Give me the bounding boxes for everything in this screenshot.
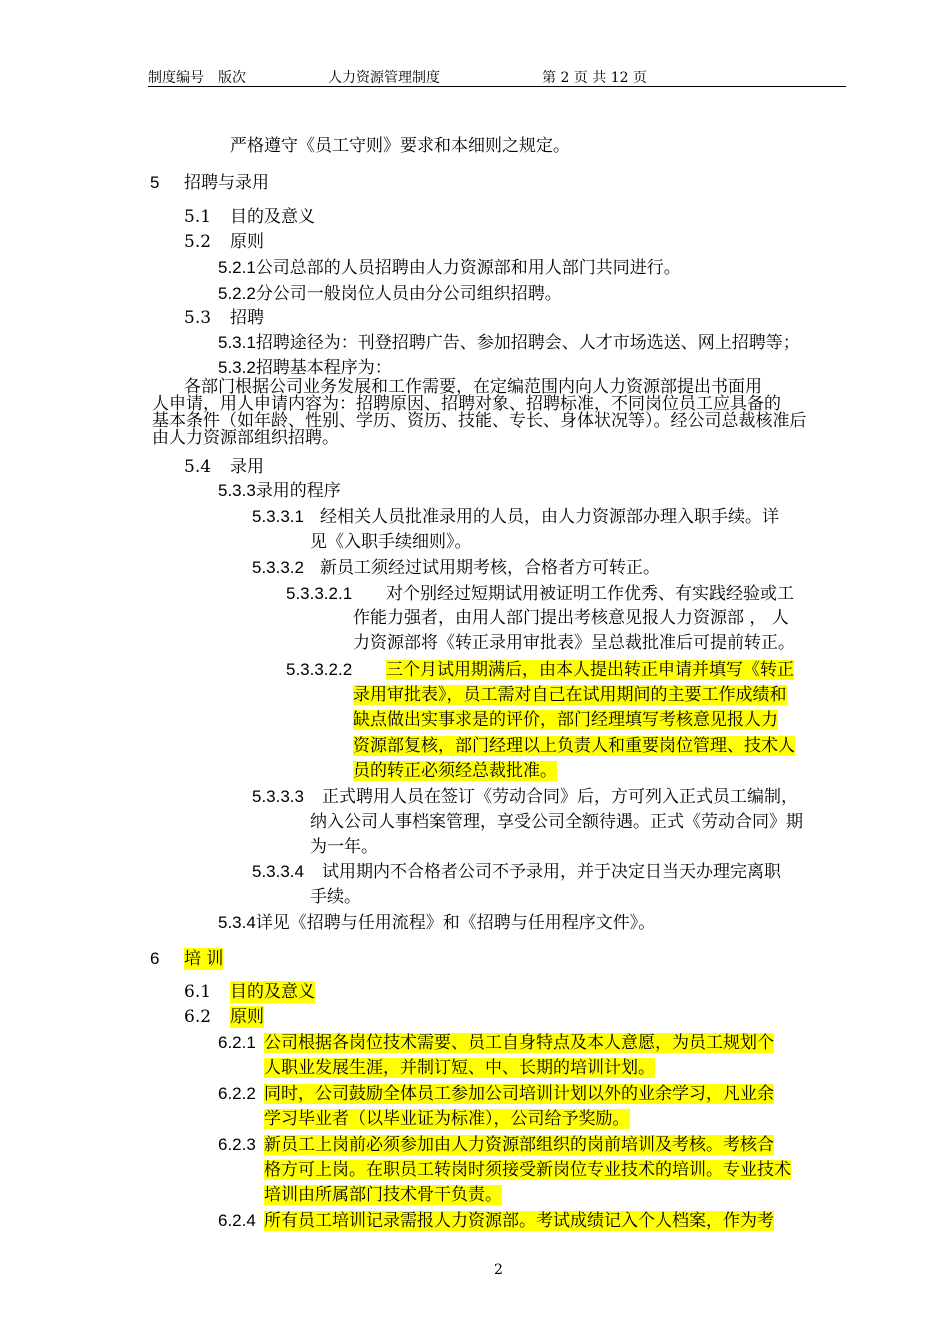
clause-line <box>386 659 794 681</box>
highlighted-text: 培训由所属部门技术骨干负责。 <box>264 1185 502 1205</box>
clause-5-2-2 <box>218 283 562 305</box>
page-number: 2 <box>494 1262 503 1278</box>
clause-line: 作能力强者，由用人部门提出考核意见报人力资源部 ， 人 <box>353 608 789 628</box>
clause-number: 5.2.1 <box>218 258 256 277</box>
clause-text: 公司总部的人员招聘由人力资源部和用人部门共同进行。 <box>255 258 681 278</box>
header-page-info: 第 2 页 共 12 页 <box>542 70 647 86</box>
paragraph-line: 人申请，用人申请内容为：招聘原因、招聘对象、招聘标准，不同岗位员工应具备的 <box>152 394 781 414</box>
clause-line <box>353 684 787 706</box>
highlighted-text: 公司根据各岗位技术需要、员工自身特点及本人意愿，为员工规划个 <box>264 1033 774 1053</box>
clause-number: 5.2.2 <box>218 284 256 303</box>
section-number: 5 <box>150 173 160 192</box>
clause-5-3-3 <box>218 480 341 502</box>
clause-number: 5.3.3.4 <box>252 862 304 881</box>
clause-text: 录用的程序 <box>255 481 341 501</box>
clause-line <box>353 709 778 731</box>
clause-line <box>353 760 557 782</box>
section-title: 培 训 <box>184 949 224 969</box>
clause-number: 5.3.3.2.2 <box>286 660 353 679</box>
paragraph-line: 由人力资源部组织招聘。 <box>152 428 339 448</box>
clause-number: 5.3.3.2 <box>252 558 304 577</box>
clause-text: 招聘基本程序为： <box>255 358 392 378</box>
clause-line <box>264 1032 774 1054</box>
section-title: 招聘与录用 <box>184 173 269 193</box>
header-doc-code: 制度编号 <box>148 70 204 86</box>
section-number: 6.1 <box>184 982 212 1002</box>
highlighted-text: 格方可上岗。在职员工转岗时须接受新岗位专业技术的培训。专业技术 <box>264 1160 791 1180</box>
highlighted-text: 资源部复核，部门经理以上负责人和重要岗位管理、技术人 <box>353 736 795 756</box>
intro-text: 严格遵守《员工守则》要求和本细则之规定。 <box>230 136 570 156</box>
section-number: 6 <box>150 949 160 968</box>
highlighted-text: 缺点做出实事求是的评价，部门经理填写考核意见报人力 <box>353 710 778 730</box>
highlighted-text: 员的转正必须经总裁批准。 <box>353 761 557 781</box>
section-title: 原则 <box>230 232 264 252</box>
highlighted-text: 新员工上岗前必须参加由人力资源部组织的岗前培训及考核。考核合 <box>264 1135 774 1155</box>
clause-line <box>264 1108 630 1130</box>
clause-text: 详见《招聘与任用流程》和《招聘与任用程序文件》。 <box>255 913 656 933</box>
clause-line: 手续。 <box>310 887 361 907</box>
section-number: 5.4 <box>184 457 212 477</box>
clause-number: 6.2.3 <box>218 1135 256 1154</box>
clause-number: 5.3.3.2.1 <box>286 584 353 603</box>
clause-text: 分公司一般岗位人员由分公司组织招聘。 <box>255 284 562 304</box>
header-version: 版次 <box>218 70 246 86</box>
clause-line: 经相关人员批准录用的人员，由人力资源部办理入职手续。详 <box>320 507 779 527</box>
clause-number: 5.3.4 <box>218 913 256 932</box>
header-divider <box>148 86 846 87</box>
section-5-4 <box>184 456 264 478</box>
section-number: 5.3 <box>184 308 212 328</box>
clause-number: 6.2.4 <box>218 1211 256 1230</box>
clause-line <box>264 1083 774 1105</box>
clause-5-3-4 <box>218 912 655 934</box>
highlighted-text: 三个月试用期满后，由本人提出转正申请并填写《转正 <box>386 660 794 680</box>
clause-number: 6.2.1 <box>218 1033 256 1052</box>
clause-5-2-1 <box>218 257 681 279</box>
clause-line: 正式聘用人员在签订《劳动合同》后，方可列入正式员工编制， <box>322 787 798 807</box>
clause-line: 试用期内不合格者公司不予录用，并于决定日当天办理完离职 <box>322 862 781 882</box>
clause-line <box>353 735 795 757</box>
clause-line <box>264 1057 655 1079</box>
highlighted-text: 录用审批表》，员工需对自己在试用期间的主要工作成绩和 <box>353 685 787 705</box>
clause-line <box>264 1134 774 1156</box>
section-6-2 <box>184 1006 264 1028</box>
section-number: 5.1 <box>184 207 212 227</box>
highlighted-text: 人职业发展生涯，并制订短、中、长期的培训计划。 <box>264 1058 655 1078</box>
section-number: 6.2 <box>184 1007 212 1027</box>
clause-5-3-1 <box>218 332 800 354</box>
paragraph-line: 各部门根据公司业务发展和工作需要，在定编范围内向人力资源部提出书面用 <box>184 377 762 397</box>
clause-line: 纳入公司人事档案管理，享受公司全额待遇。正式《劳动合同》期 <box>310 812 803 832</box>
clause-line: 新员工须经过试用期考核，合格者方可转正。 <box>320 558 660 578</box>
clause-line: 对个别经过短期试用被证明工作优秀、有实践经验或工 <box>386 584 794 604</box>
section-title: 原则 <box>230 1007 264 1027</box>
clause-number: 6.2.2 <box>218 1084 256 1103</box>
section-6-heading <box>150 948 224 970</box>
header-title: 人力资源管理制度 <box>328 70 440 86</box>
section-5-2 <box>184 231 264 253</box>
section-title: 招聘 <box>230 308 264 328</box>
clause-line: 力资源部将《转正录用审批表》呈总裁批准后可提前转正。 <box>353 633 795 653</box>
clause-text: 招聘途径为：刊登招聘广告、参加招聘会、人才市场选送、网上招聘等； <box>255 333 800 353</box>
clause-line: 见《入职手续细则》。 <box>310 532 472 552</box>
highlighted-text: 所有员工培训记录需报人力资源部。考试成绩记入个人档案，作为考 <box>264 1211 774 1231</box>
section-title: 目的及意义 <box>230 982 315 1002</box>
clause-number: 5.3.3.3 <box>252 787 304 806</box>
clause-5-3-2 <box>218 357 392 379</box>
clause-line: 为一年。 <box>310 837 378 857</box>
section-title: 录用 <box>230 457 264 477</box>
section-6-1 <box>184 981 315 1003</box>
clause-number: 5.3.3 <box>218 481 256 500</box>
clause-number: 5.3.2 <box>218 358 256 377</box>
clause-line <box>264 1159 791 1181</box>
highlighted-text: 同时，公司鼓励全体员工参加公司培训计划以外的业余学习，凡业余 <box>264 1084 774 1104</box>
highlighted-text: 学习毕业者（以毕业证为标准），公司给予奖励。 <box>264 1109 630 1129</box>
paragraph-line: 基本条件（如年龄、性别、学历、资历、技能、专长、身体状况等）。经公司总裁核准后 <box>152 411 807 431</box>
section-5-heading <box>150 172 269 194</box>
section-5-1 <box>184 206 315 228</box>
section-title: 目的及意义 <box>230 207 315 227</box>
clause-number: 5.3.1 <box>218 333 256 352</box>
section-5-3 <box>184 307 264 329</box>
section-number: 5.2 <box>184 232 212 252</box>
clause-line <box>264 1210 774 1232</box>
clause-number: 5.3.3.1 <box>252 507 304 526</box>
clause-line <box>264 1184 502 1206</box>
